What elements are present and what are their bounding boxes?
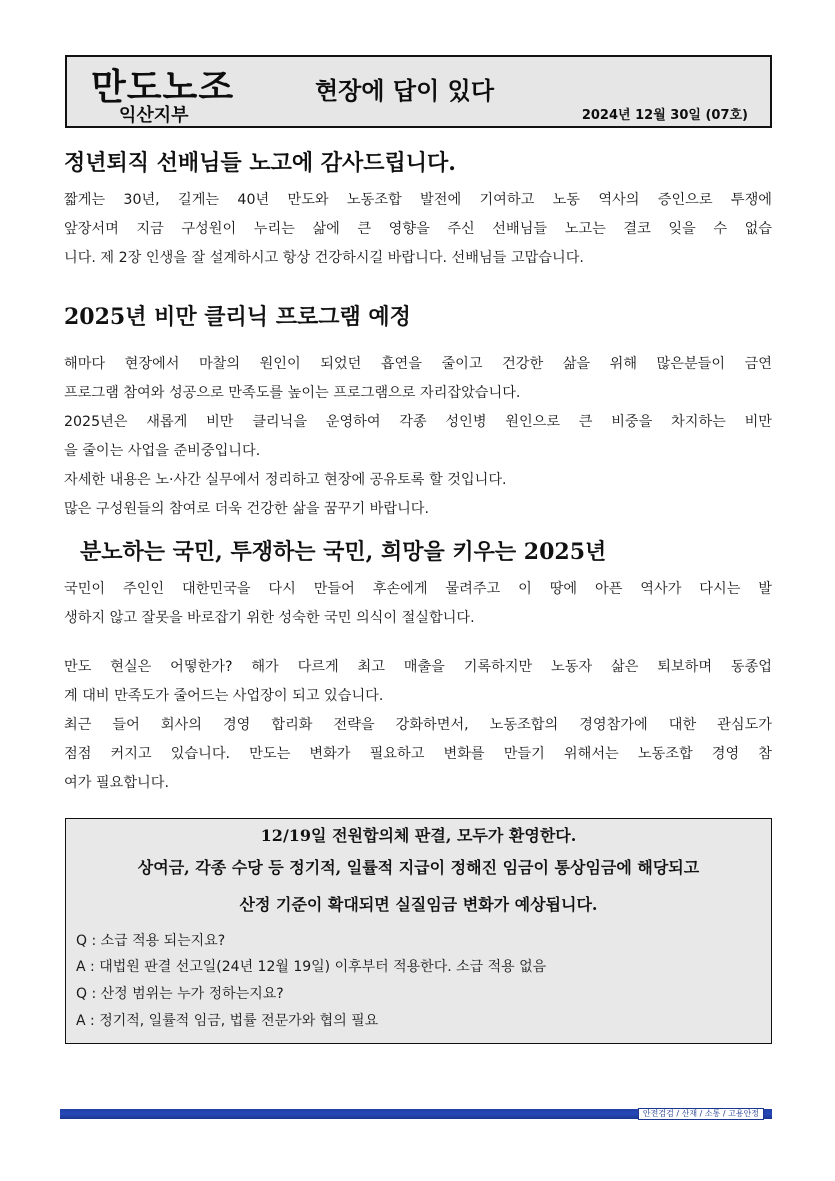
section2-line: 많은 구성원들의 참여로 더욱 건강한 삶을 꿈꾸기 바랍니다. (64, 501, 430, 517)
section2-line: 2025년은 새롭게 비만 클리닉을 운영하여 각종 성인병 원인으로 큰 비중을 차지하는 비만 (64, 414, 772, 430)
ruling-qa-box (65, 818, 772, 1044)
section2-line: 을 줄이는 사업을 준비중입니다. (64, 443, 261, 459)
section2-line: 해마다 현장에서 마찰의 원인이 되었던 흡연을 줄이고 건강한 삶을 위해 많은분들이 금연 (64, 356, 772, 372)
masthead (65, 55, 772, 128)
qa-question: Q : 소급 적용 되는지요? (76, 933, 226, 949)
branch-name: 익산지부 (119, 105, 189, 126)
section3-line: 여가 필요합니다. (64, 775, 169, 791)
slogan: 현장에 답이 있다 (315, 77, 494, 105)
footer-label: 안전검검 / 산재 / 소통 / 고용안정 (638, 1108, 764, 1120)
qa-question: Q : 산정 범위는 누가 정하는지요? (76, 986, 284, 1002)
section1-line: 짧게는 30년, 길게는 40년 만도와 노동조합 발전에 기여하고 노동 역사의 증인으로 투쟁에 (64, 192, 772, 208)
section3-line: 최근 들어 회사의 경영 합리화 전략을 강화하면서, 노동조합의 경영참가에 대한 관심도가 (64, 717, 772, 733)
section2-body (64, 350, 772, 524)
section1-body (64, 186, 772, 273)
footer-bar (60, 1109, 772, 1119)
union-name: 만도노조 (91, 67, 235, 108)
qa-answer: A : 정기적, 일률적 임금, 법률 전문가와 협의 필요 (76, 1013, 379, 1029)
section1-title: 정년퇴직 선배님들 노고에 감사드립니다. (64, 150, 456, 176)
qa-answer: A : 대법원 판결 선고일(24년 12월 19일) 이후부터 적용한다. 소급 적용 없음 (76, 959, 547, 975)
qa-title-2: 상여금, 각종 수당 등 정기적, 일률적 지급이 정해진 임금이 통상임금에 해당되고 (137, 858, 700, 877)
section1-line: 앞장서며 지금 구성원이 누리는 삶에 큰 영향을 주신 선배님들 노고는 결코 잊을 수 없습 (64, 221, 772, 237)
section3-line: 생하지 않고 잘못을 바로잡기 위한 성숙한 국민 의식이 절실합니다. (64, 610, 475, 626)
section3-line: 만도 현실은 어떻한가? 해가 다르게 최고 매출을 기록하지만 노동자 삶은 퇴보하며 동종업 (64, 659, 772, 675)
qa-title-1: 12/19일 전원합의체 판결, 모두가 환영한다. (260, 826, 577, 845)
section2-line: 자세한 내용은 노·사간 실무에서 정리하고 현장에 공유토록 할 것입니다. (64, 472, 507, 488)
section1-line: 니다. 제 2장 인생을 잘 설계하시고 항상 건강하시길 바랍니다. 선배님들 고맙습니다. (64, 250, 584, 266)
section3-para2 (64, 653, 772, 798)
section3-para1 (64, 575, 772, 633)
issue-date: 2024년 12월 30일 (07호) (581, 108, 748, 123)
section3-line: 점점 커지고 있습니다. 만도는 변화가 필요하고 변화를 만들기 위해서는 노동조합 경영 참 (64, 746, 772, 762)
section2-line: 프로그램 참여와 성공으로 만족도를 높이는 프로그램으로 자리잡았습니다. (64, 385, 521, 401)
section3-line: 국민이 주인인 대한민국을 다시 만들어 후손에게 물려주고 이 땅에 아픈 역사가 다시는 발 (64, 581, 772, 597)
qa-title-3: 산정 기준이 확대되면 실질임금 변화가 예상됩니다. (239, 895, 598, 914)
section3-line: 계 대비 만족도가 줄어드는 사업장이 되고 있습니다. (64, 688, 384, 704)
section3-title: 분노하는 국민, 투쟁하는 국민, 희망을 키우는 2025년 (80, 539, 607, 565)
section2-title: 2025년 비만 클리닉 프로그램 예정 (64, 304, 411, 330)
